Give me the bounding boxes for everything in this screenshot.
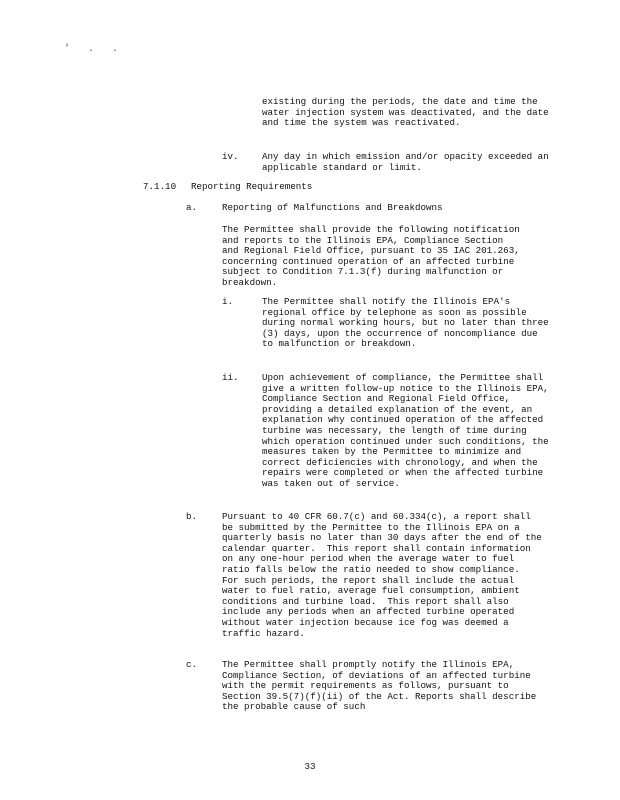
item-c-number: c.	[186, 659, 198, 670]
condition-iii-continuation: existing during the periods, the date and time the water injection system was deactivated, and the date and time the system was reactivated.	[262, 96, 555, 129]
page-number: 33	[304, 761, 316, 772]
section-number: 7.1.10	[143, 181, 177, 192]
item-a-heading: Reporting of Malfunctions and Breakdowns	[222, 202, 443, 213]
scan-marks: ' . .	[64, 44, 125, 55]
section-title: Reporting Requirements	[191, 181, 313, 192]
item-iv-text: Any day in which emission and/or opacity exceeded an applicable standard or limit.	[262, 151, 555, 173]
item-a-intro: The Permittee shall provide the following notification and reports to the Illinois EPA, Compliance Section and Regional Field Office, pursuant to 35 IAC 201.263, concerning continued operation of an affected turbine subject to Condition 7.1.3(f) during malfunction or breakdown.	[222, 224, 526, 288]
item-iv-number: iv.	[222, 151, 239, 162]
item-a-ii-text: Upon achievement of compliance, the Permittee shall give a written follow-up notice to the Illinois EPA, Compliance Section and Regional Field Office, providing a detailed explanation of the event, an explanation why continued operation of the affected turbine was necessary, the length of time during which operation continued under such conditions, the measures taken by the Permittee to minimize and correct deficiencies with chronology, and when the repairs were completed or when the affected turbine was taken out of service.	[262, 372, 555, 489]
item-a-i-text: The Permittee shall notify the Illinois EPA's regional office by telephone as soon as possible during normal working hours, but no later than three (3) days, upon the occurrence of noncompliance due to malfunction or breakdown.	[262, 296, 555, 350]
item-c-text: The Permittee shall promptly notify the Illinois EPA, Compliance Section, of deviations of an affected turbine with the permit requirements as follows, pursuant to Section 39.5(7)(f)(ii) of the Act. Reports shall describe the probable cause of such	[222, 659, 542, 713]
item-b-text: Pursuant to 40 CFR 60.7(c) and 60.334(c), a report shall be submitted by the Permittee to the Illinois EPA on a quarterly basis no later than 30 days after the end of the calendar quarter. This report shall contain information on any one-hour period when the average water to fuel ratio falls below the ratio needed to show compliance. For such periods, the report shall include the actual water to fuel ratio, average fuel consumption, ambient conditions and turbine load. This report shall also include any periods when an affected turbine operated without water injection because ice fog was deemed a traffic hazard.	[222, 511, 548, 639]
item-a-i-number: i.	[222, 296, 234, 307]
item-a-number: a.	[186, 202, 198, 213]
item-a-ii-number: ii.	[222, 372, 239, 383]
item-b-number: b.	[186, 511, 198, 522]
